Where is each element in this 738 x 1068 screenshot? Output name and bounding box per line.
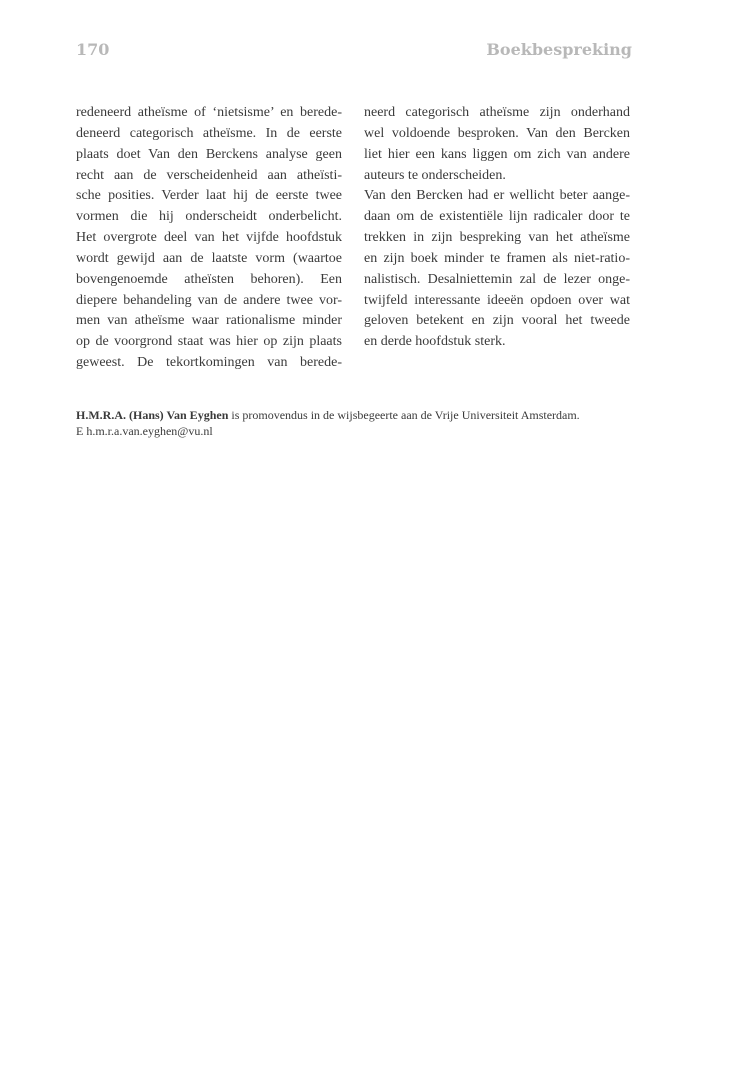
text-line: Van den Bercken had er wellicht beter aange- — [364, 188, 630, 204]
text-line: vormen die hij onderscheidt onderbelicht. — [76, 209, 342, 225]
text-line: men van atheïsme waar rationalisme minder — [76, 313, 342, 329]
author-note — [76, 407, 676, 439]
text-line: sche posities. Verder laat hij de eerste twee — [76, 188, 342, 204]
text-line: diepere behandeling van de andere twee vor- — [76, 292, 342, 308]
text-line: bovengenoemde atheïsten behoren). Een — [76, 271, 342, 287]
page-number: 170 — [76, 40, 110, 59]
section-title: Boekbespreking — [486, 40, 632, 59]
text-line: geweest. De tekortkomingen van berede- — [76, 355, 342, 371]
text-line: en zijn boek minder te framen als niet-ratio- — [364, 250, 630, 266]
text-line: wel voldoende besproken. Van den Bercken — [364, 125, 630, 141]
text-line: twijfeld interessante ideeën opdoen over wat — [364, 292, 630, 308]
text-line: trekken in zijn bespreking van het atheïsme — [364, 230, 630, 246]
running-head — [76, 40, 632, 62]
text-line: deneerd categorisch atheïsme. In de eerste — [76, 125, 342, 141]
text-line: daan om de existentiële lijn radicaler door te — [364, 209, 630, 225]
author-name: H.M.R.A. (Hans) Van Eyghen — [76, 408, 229, 422]
text-line: Het overgrote deel van het vijfde hoofdstuk — [76, 230, 342, 246]
text-line: redeneerd atheïsme of ‘nietsisme’ en berede- — [76, 105, 342, 120]
left-column — [76, 103, 342, 374]
right-column — [364, 103, 630, 353]
text-line: neerd categorisch atheïsme zijn onderhand — [364, 105, 630, 120]
text-line: recht aan de verscheidenheid aan atheïsti- — [76, 167, 342, 183]
text-line: plaats doet Van den Berckens analyse geen — [76, 146, 342, 162]
paragraph-end-line: en derde hoofdstuk sterk. — [364, 334, 506, 350]
text-line: geloven betekent en zijn vooral het tweede — [364, 313, 630, 329]
author-email[interactable]: E h.m.r.a.van.eyghen@vu.nl — [76, 424, 213, 438]
text-line: op de voorgrond staat was hier op zijn plaats — [76, 334, 342, 350]
author-bio — [76, 407, 676, 423]
text-line: nalistisch. Desalniettemin zal de lezer onge- — [364, 271, 630, 287]
paragraph-end-line: auteurs te onderscheiden. — [364, 167, 506, 183]
text-line: liet hier een kans liggen om zich van andere — [364, 146, 630, 162]
author-description: is promovendus in de wijsbegeerte aan de Vrije Universiteit Amsterdam. — [228, 408, 580, 422]
text-line: wordt gewijd aan de laatste vorm (waartoe — [76, 250, 342, 266]
